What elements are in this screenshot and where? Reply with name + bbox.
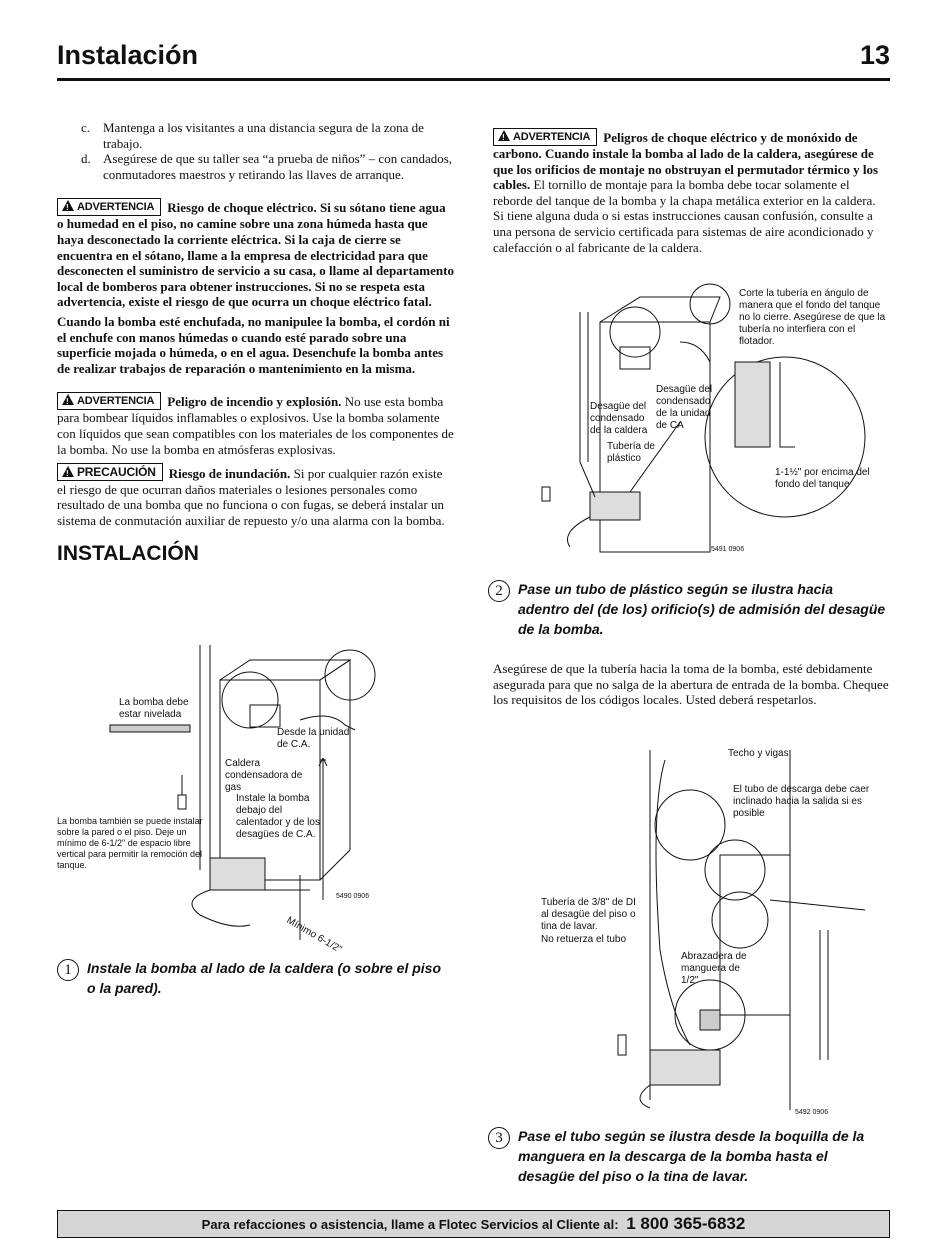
fig3-pipe-label: Tubería de 3/8" de DI al desagüe del piso o tina de lavar. <box>541 897 636 932</box>
fig1-id: 5490 0906 <box>336 893 370 900</box>
fig1-boiler-label: Caldera condensadora de gas <box>225 758 303 793</box>
list-marker: d. <box>81 151 91 167</box>
fig2-tube-label: Tubería de plástico <box>607 441 655 464</box>
page-number: 13 <box>859 40 890 70</box>
fig2-id: 5491 0906 <box>711 546 745 553</box>
fig1-ac-label: Desde la unidad de C.A. <box>277 727 350 750</box>
list-item <box>81 151 455 182</box>
footer-phone[interactable]: 1 800 365-6832 <box>626 1214 746 1233</box>
step-3 <box>488 1126 888 1186</box>
fig3-ceiling-label: Techo y vigas <box>728 748 789 759</box>
section-title: INSTALACIÓN <box>57 542 199 566</box>
warning-badge: !ADVERTENCIA <box>493 128 597 146</box>
fig2-ac-drain-label: Desagüe del condensado de la unidad de CA <box>656 384 713 431</box>
fig2-cut-label: Corte la tubería en ángulo de manera que el fondo del tanque no lo cierre. Asegúrese de que la tubería no interfiera con el flotador. <box>739 288 886 347</box>
footer-text: Para refacciones o asistencia, llame a Flotec Servicios al Cliente al: <box>201 1217 619 1232</box>
caution-badge: !PRECAUCIÓN <box>57 463 163 481</box>
step-1 <box>57 958 447 998</box>
fig2-boiler-drain-label: Desagüe del condensado de la caldera <box>590 401 648 436</box>
fig3-twist-label: No retuerza el tubo <box>541 934 627 945</box>
warning-triangle-icon <box>62 466 74 477</box>
co-warning: !ADVERTENCIA Peligros de choque eléctrico y de monóxido de carbono. Cuando instale la bomba al lado de la caldera, asegúrese de que los orificios de montaje no obstruyan el permutador térmico y los cables. El tornillo de montaje para la bomba debe tocar solamente el reborde del tanque de la bomba y la chapa metálica exterior en la caldera. Si tiene alguna duda o si estas instrucciones causan confusión, consulte a una persona de servicio certificada para sistemas de aire acondicionado y calefacción o al fabricante de la caldera. <box>493 128 889 255</box>
fig1-min-label: Mínimo 6-1/2" <box>284 915 344 956</box>
fig3-id: 5492 0906 <box>795 1109 829 1116</box>
fire-explosion-warning: !ADVERTENCIA Peligro de incendio y explosión. No use esta bomba para bombear líquidos inflamables o explosivos. Use la bomba solamente con líquidos que sean compatibles con los materiales de los componentes de la bomba. No use la bomba en atmósferas explosivas. <box>57 392 455 457</box>
warning-triangle-icon <box>498 130 510 141</box>
step-2 <box>488 579 888 639</box>
fig1-install-label: Instale la bomba debajo del calentador y de los desagües de C.A. <box>236 793 320 840</box>
list-marker: c. <box>81 120 91 135</box>
fig1-level-label: La bomba debe estar nivelada <box>119 697 189 720</box>
fig1-wall-label: La bomba también se puede instalar sobre la pared o el piso. Deje un mínimo de 6-1/2" de espacio libre vertical para permitir la remoción del tanque. <box>57 816 203 870</box>
list-item <box>81 120 455 151</box>
flood-caution: !PRECAUCIÓN Riesgo de inundación. Si por cualquier razón existe el riesgo de que ocurran daños materiales o lesiones personales como resultado de una bomba que no funciona o con fugas, se deberá instalar un sistema de conmutación auxiliar de repuesto y/o una alarma con la bomba. <box>57 463 455 528</box>
electric-shock-warning: !ADVERTENCIA Riesgo de choque eléctrico. Si su sótano tiene agua o humedad en el piso, no camine sobre una zona húmeda hasta que haya desconectado la corriente eléctrica. Si la caja de cierre se encuentra en el sótano, llame a la empresa de electricidad para que desconecten el suministro de servicio a su casa, o llame al departamento local de bomberos para obtener instrucciones. Si no se respeta esta advertencia, existe el riesgo de que ocurra un choque eléctrico fatal. <box>57 198 455 310</box>
page-title: Instalación <box>57 40 199 70</box>
step-text: Pase el tubo según se ilustra desde la boquilla de la manguera en la descarga de la bomba hasta el desagüe del piso o la tina de lavar. <box>518 1128 865 1184</box>
step-number: 1 <box>57 959 79 981</box>
fig2-height-label: 1-1½" por encima del fondo del tanque <box>775 467 870 490</box>
fig3-discharge-label: El tubo de descarga debe caer inclinado hacia la salida si es posible <box>733 784 870 819</box>
right-column <box>493 128 889 255</box>
list-text: Asegúrese de que su taller sea “a prueba de niños” – con candados, conmutadores maestros y retirando las llaves de arranque. <box>103 151 453 182</box>
warning-badge: !ADVERTENCIA <box>57 392 161 410</box>
tubing-paragraph: Asegúrese de que la tubería hacia la toma de la bomba, esté debidamente asegurada para que no salga de la abertura de entrada de la bomba. Chequee los requisitos de los códigos locales. Usted deberá respetarlos. <box>493 661 889 708</box>
left-column <box>57 120 455 566</box>
list-text: Mantenga a los visitantes a una distancia segura de la zona de trabajo. <box>103 120 424 151</box>
fig3-clamp-label: Abrazadera de manguera de 1/2" <box>681 951 747 986</box>
step-number: 2 <box>488 580 510 602</box>
warning-triangle-icon <box>62 394 74 405</box>
unplug-warning: Cuando la bomba esté enchufada, no manipulee la bomba, el cordón ni el enchufe con manos húmedas o cuando esté parado sobre una superficie mojada o húmeda, o en el agua. Desenchufe la bomba antes de realizar trabajos de reparación o mantenimiento en la misma. <box>57 313 450 376</box>
footer-bar <box>57 1210 890 1238</box>
step-text: Instale la bomba al lado de la caldera (o sobre el piso o la pared). <box>87 960 441 996</box>
header-rule <box>57 78 890 81</box>
step-number: 3 <box>488 1127 510 1149</box>
warning-triangle-icon <box>62 200 74 211</box>
step-text: Pase un tubo de plástico según se ilustra hacia adentro del (de los) orificio(s) de admisión del desagüe de la bomba. <box>518 581 886 637</box>
warning-badge: !ADVERTENCIA <box>57 198 161 216</box>
